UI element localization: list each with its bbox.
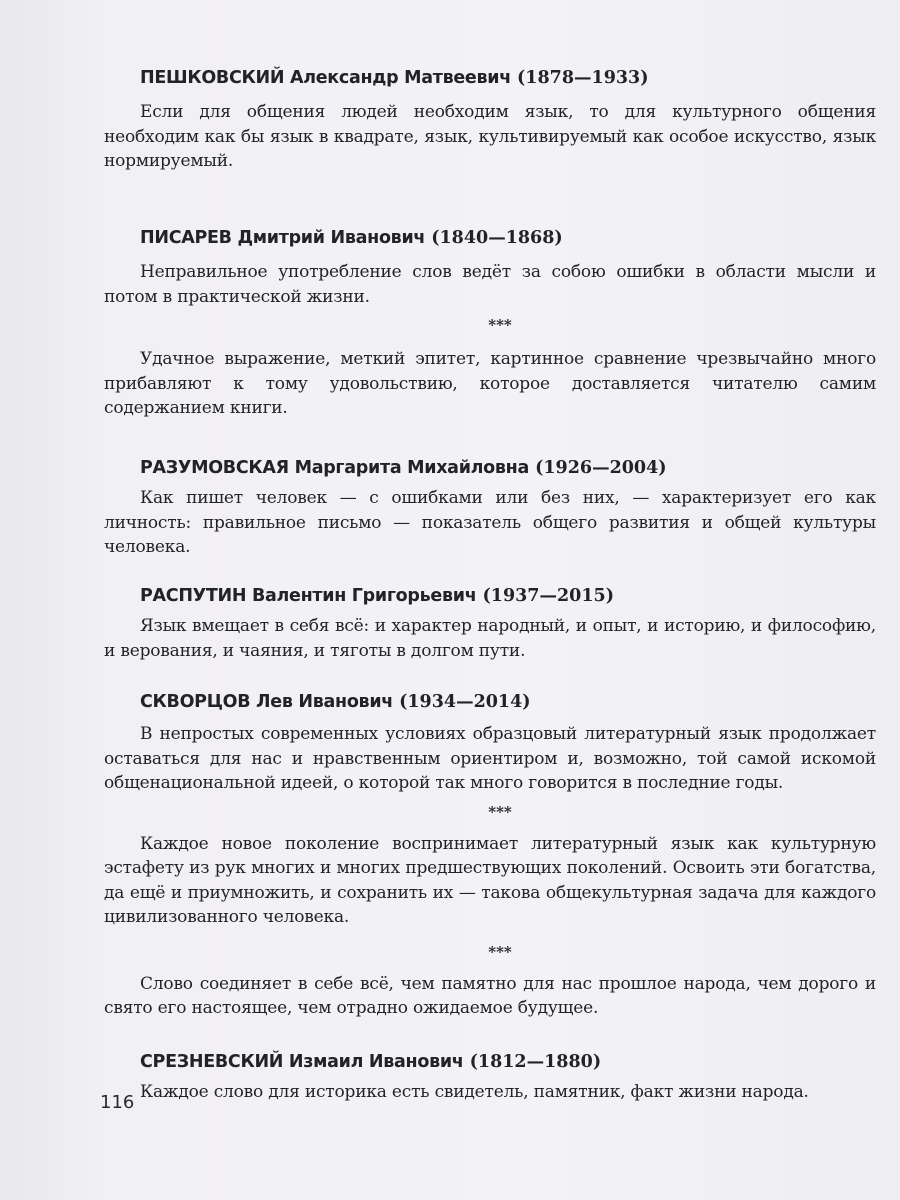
- author-dates: (1934—2014): [399, 692, 531, 712]
- page-number: 116: [100, 1092, 135, 1113]
- author-name: СРЕЗНЕВСКИЙ Измаил Иванович: [140, 1052, 464, 1072]
- quote-text: Каждое новое поколение воспринимает литературный язык как культурную эстафету из рук многих и многих предшествующих поколений. Освоить эти богатства, да ещё и приумножить, и сохранить их — такова общекультурная задача для каждого цивилизованного человека.: [104, 833, 876, 927]
- quote-text: Если для общения людей необходим язык, то для культурного общения необходим как бы язык в квадрате, язык, культивируемый как особое искусство, язык нормируемый.: [104, 102, 876, 171]
- quote-text: Язык вмещает в себя всё: и характер народный, и опыт, и историю, и философию, и верования, и чаяния, и тяготы в долгом пути.: [104, 616, 876, 661]
- author-dates: (1878—1933): [517, 68, 649, 88]
- author-name: ПИСАРЕВ Дмитрий Иванович: [140, 228, 426, 248]
- quote-separator: ***: [488, 316, 512, 334]
- quote-text: Слово соединяет в себе всё, чем памятно для нас прошлое народа, чем дорого и свято его настоящее, чем отрадно ожидаемое будущее.: [104, 973, 876, 1018]
- author-entry-pisarev: [104, 224, 876, 454]
- quote-separator: ***: [488, 942, 512, 961]
- author-entry-rasputin: [104, 582, 876, 688]
- author-entry-peshkovsky: [104, 64, 876, 224]
- author-entry-sreznevsky: [104, 1048, 876, 1105]
- author-heading: [104, 454, 876, 482]
- author-name: ПЕШКОВСКИЙ Александр Матвеевич: [140, 68, 511, 88]
- author-name: РАСПУТИН Валентин Григорьевич: [140, 586, 477, 606]
- author-dates: (1926—2004): [535, 458, 667, 478]
- quote-text: Как пишет человек — с ошибками или без них, — характеризует его как личность: правильное письмо — показатель общего развития и общей культуры человека.: [104, 488, 876, 557]
- author-heading: [104, 688, 876, 716]
- quote-separator: ***: [488, 802, 512, 821]
- author-heading: [104, 1048, 876, 1076]
- quote-text: Каждое слово для историка есть свидетель, памятник, факт жизни народа.: [140, 1082, 809, 1102]
- quotes-content: [104, 64, 876, 1105]
- author-dates: (1812—1880): [469, 1052, 602, 1072]
- author-entry-razumovskaya: [104, 454, 876, 582]
- quote-text: Неправильное употребление слов ведёт за собою ошибки в области мысли и потом в практической жизни.: [104, 262, 876, 307]
- quote-text: Удачное выражение, меткий эпитет, картинное сравнение чрезвычайно много прибавляют к тому удовольствию, которое доставляется читателю самим содержанием книги.: [104, 349, 876, 418]
- author-heading: [104, 582, 876, 610]
- author-dates: (1937—2015): [482, 586, 614, 606]
- author-heading: [104, 64, 876, 92]
- quote-text: В непростых современных условиях образцовый литературный язык продолжает оставаться для нас и нравственным ориентиром и, возможно, той самой искомой общенациональной идеей, о которой так много говорится в последние годы.: [104, 724, 876, 793]
- author-name: РАЗУМОВСКАЯ Маргарита Михайловна: [140, 458, 529, 478]
- author-dates: (1840—1868): [431, 228, 563, 248]
- author-heading: [104, 224, 876, 252]
- author-name: СКВОРЦОВ Лев Иванович: [140, 692, 393, 712]
- author-entry-skvortsov: [104, 688, 876, 1048]
